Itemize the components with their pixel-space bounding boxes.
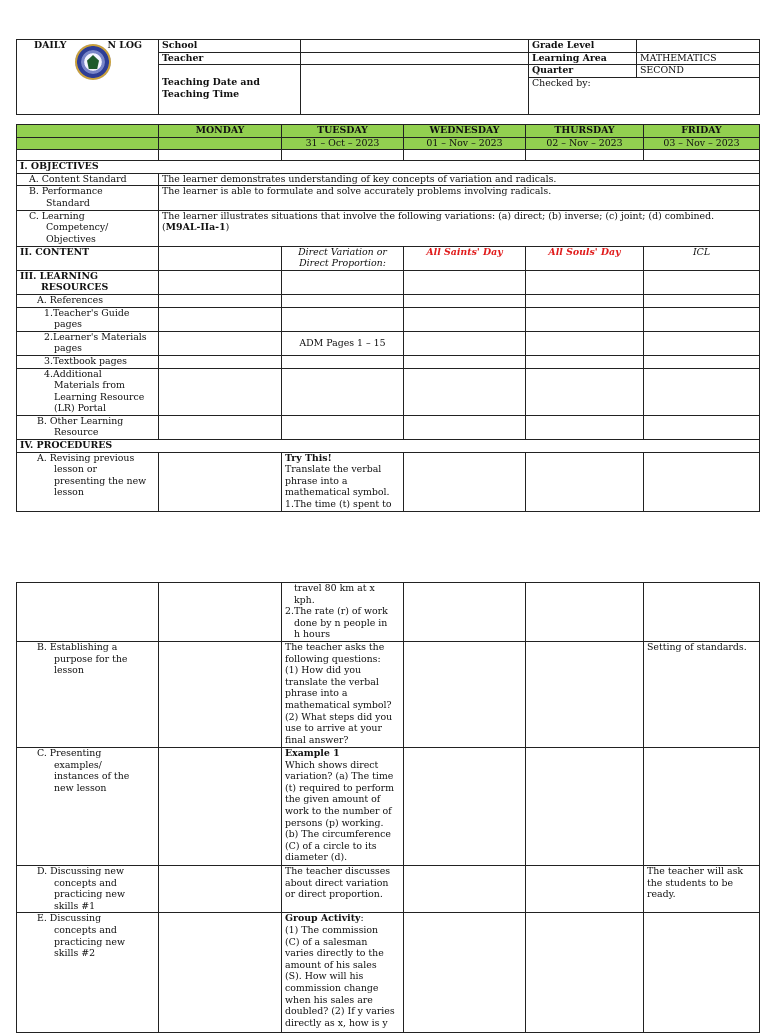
lesson-log-continuation-table bbox=[16, 582, 760, 1033]
content-standard-text: The learner demonstrates understanding of key concepts of variation and radicals. bbox=[159, 173, 760, 186]
content-tuesday-line1: Direct Variation or bbox=[298, 246, 387, 258]
learning-resources-heading bbox=[17, 270, 159, 294]
procedure-c-tuesday bbox=[282, 748, 404, 866]
content-standard-label: A. Content Standard bbox=[17, 173, 159, 186]
procedure-c-label bbox=[17, 748, 159, 866]
code-close-paren: ) bbox=[225, 222, 230, 234]
procedure-b-line: mathematical symbol? bbox=[285, 699, 392, 711]
additional-materials-label-3: Learning Resource bbox=[54, 391, 145, 403]
procedure-a-label-4: lesson bbox=[54, 487, 84, 499]
learning-competency-description: The learner illustrates situations that involve the following variations: (a) direct; (b) inverse; (c) joint; (d) combined. bbox=[162, 210, 715, 222]
lesson-log-table bbox=[16, 124, 760, 512]
date-monday bbox=[159, 137, 282, 150]
procedure-b-label-3: lesson bbox=[54, 665, 84, 677]
procedure-c-line: (t) required to perform bbox=[285, 782, 395, 794]
procedure-d-label-1: D. Discussing new bbox=[37, 866, 125, 877]
teachers-guide-label bbox=[17, 307, 159, 331]
other-learning-resource-label-2: Resource bbox=[54, 427, 99, 439]
procedure-e-line: (S). How will his bbox=[285, 971, 364, 983]
teachers-guide-label-1: 1.Teacher's Guide bbox=[44, 307, 130, 319]
other-learning-resource-label-1: B. Other Learning bbox=[37, 415, 124, 427]
learning-resources-heading-1: III. LEARNING bbox=[20, 270, 99, 282]
procedure-c-label-2: examples/ bbox=[54, 759, 102, 771]
additional-materials-label-4: (LR) Portal bbox=[54, 403, 106, 415]
procedure-d-line: about direct variation bbox=[285, 877, 389, 889]
school-value[interactable] bbox=[301, 40, 529, 53]
try-this-title: Try This! bbox=[285, 452, 332, 464]
procedure-a-tuesday-line: 1.The time (t) spent to bbox=[285, 499, 392, 511]
procedure-d-line: or direct proportion. bbox=[285, 889, 383, 901]
day-thursday: THURSDAY bbox=[526, 125, 644, 138]
procedure-b-label bbox=[17, 642, 159, 748]
procedure-d-friday-line: ready. bbox=[647, 889, 676, 901]
content-heading: II. CONTENT bbox=[17, 246, 159, 270]
grade-level-label: Grade Level bbox=[529, 40, 637, 53]
procedure-b-line: phrase into a bbox=[285, 688, 348, 700]
learning-competency-label-2: Competency/ bbox=[46, 222, 109, 234]
day-wednesday: WEDNESDAY bbox=[404, 125, 526, 138]
procedure-b-line: following questions: bbox=[285, 653, 381, 665]
teacher-value[interactable] bbox=[301, 52, 529, 65]
textbook-pages-label: 3.Textbook pages bbox=[17, 355, 159, 368]
content-tuesday bbox=[282, 246, 404, 270]
procedure-b-label-1: B. Establishing a bbox=[37, 642, 118, 653]
quarter-value: SECOND bbox=[637, 65, 760, 78]
procedure-a-cont-line: done by n people in bbox=[294, 617, 388, 629]
date-thursday: 02 – Nov – 2023 bbox=[526, 137, 644, 150]
procedure-d-friday-line: the students to be bbox=[647, 877, 734, 889]
procedure-e-line: (C) of a salesman bbox=[285, 936, 368, 948]
header-table bbox=[16, 39, 760, 115]
date-friday: 03 – Nov – 2023 bbox=[644, 137, 760, 150]
learning-competency-code: M9AL-IIa-1 bbox=[165, 222, 226, 234]
procedure-a-label-3: presenting the new bbox=[54, 475, 147, 487]
procedure-e-line: when his sales are bbox=[285, 994, 373, 1006]
procedure-c-line: diameter (d). bbox=[285, 852, 348, 864]
learning-competency-code-line bbox=[162, 222, 756, 234]
performance-standard-label-1: B. Performance bbox=[29, 186, 103, 198]
procedure-b-friday: Setting of standards. bbox=[644, 642, 760, 748]
group-activity-title: Group Activity bbox=[285, 913, 361, 925]
learning-resources-heading-2: RESOURCES bbox=[41, 282, 109, 294]
procedure-e-tuesday bbox=[282, 913, 404, 1033]
procedure-a-tuesday-continued bbox=[282, 583, 404, 642]
references-label: A. References bbox=[17, 294, 159, 307]
day-header-blank bbox=[17, 125, 159, 138]
objectives-heading: I. OBJECTIVES bbox=[17, 161, 760, 174]
learners-materials-label-1: 2.Learner's Materials bbox=[44, 331, 147, 343]
learning-area-value: MATHEMATICS bbox=[637, 52, 760, 65]
procedure-c-label-3: instances of the bbox=[54, 771, 130, 783]
teaching-date-label-line2: Teaching Time bbox=[162, 88, 240, 100]
additional-materials-label-2: Materials from bbox=[54, 380, 125, 392]
procedure-b-line: (1) How did you bbox=[285, 665, 362, 677]
procedure-a-cont-line: h hours bbox=[294, 629, 331, 641]
procedure-e-label-2: concepts and bbox=[54, 924, 117, 936]
quarter-label: Quarter bbox=[529, 65, 637, 78]
procedure-e-line: varies directly to the bbox=[285, 948, 384, 960]
procedure-a-tuesday-line: phrase into a bbox=[285, 475, 348, 487]
date-tuesday: 31 – Oct – 2023 bbox=[282, 137, 404, 150]
procedure-a-label-1: A. Revising previous bbox=[37, 452, 135, 464]
procedure-c-line: variation? (a) The time bbox=[285, 771, 394, 783]
content-wednesday-holiday: All Saints' Day bbox=[404, 246, 526, 270]
procedure-c-line: work to the number of bbox=[285, 805, 392, 817]
grade-level-value[interactable] bbox=[637, 40, 760, 53]
procedure-d-label bbox=[17, 866, 159, 913]
procedure-c-line: the given amount of bbox=[285, 794, 381, 806]
procedure-a-cont-line: travel 80 km at x bbox=[294, 583, 375, 594]
teaching-date-label-line1: Teaching Date and bbox=[162, 77, 260, 89]
procedure-b-tuesday bbox=[282, 642, 404, 748]
learners-materials-label bbox=[17, 331, 159, 355]
learning-area-label: Learning Area bbox=[529, 52, 637, 65]
date-header-blank bbox=[17, 137, 159, 150]
performance-standard-label bbox=[17, 186, 159, 210]
procedure-c-label-1: C. Presenting bbox=[37, 748, 102, 759]
procedure-e-label-3: practicing new bbox=[54, 936, 125, 948]
learning-competency-label-1: C. Learning bbox=[29, 210, 85, 222]
procedure-e-label bbox=[17, 913, 159, 1033]
date-wednesday: 01 – Nov – 2023 bbox=[404, 137, 526, 150]
procedure-a-tuesday bbox=[282, 452, 404, 511]
teaching-date-label bbox=[159, 65, 301, 115]
content-thursday-holiday: All Souls' Day bbox=[526, 246, 644, 270]
procedure-d-label-2: concepts and bbox=[54, 877, 117, 889]
header-title-cell bbox=[17, 40, 159, 115]
procedure-c-label-4: new lesson bbox=[54, 782, 107, 794]
procedure-c-line: (b) The circumference bbox=[285, 829, 391, 841]
content-monday bbox=[159, 246, 282, 270]
group-activity-colon: : bbox=[360, 913, 364, 925]
learners-materials-tuesday: ADM Pages 1 – 15 bbox=[282, 331, 404, 355]
code-open-paren: ( bbox=[162, 222, 166, 234]
procedure-d-tuesday bbox=[282, 866, 404, 913]
checked-by-label: Checked by: bbox=[529, 77, 760, 114]
learning-competency-label bbox=[17, 210, 159, 246]
procedure-a-tuesday-line: mathematical symbol. bbox=[285, 487, 390, 499]
procedure-b-line: The teacher asks the bbox=[285, 642, 385, 653]
procedure-a-cont-line: 2.The rate (r) of work bbox=[285, 606, 388, 618]
procedure-d-label-3: practicing new bbox=[54, 889, 125, 901]
other-learning-resource-label bbox=[17, 415, 159, 439]
procedure-e-line: (1) The commission bbox=[285, 924, 379, 936]
header-title-right: N LOG bbox=[107, 40, 143, 51]
procedure-c-line: Which shows direct bbox=[285, 759, 379, 771]
day-friday: FRIDAY bbox=[644, 125, 760, 138]
procedure-e-line: doubled? (2) If y varies bbox=[285, 1006, 395, 1018]
procedure-e-label-4: skills #2 bbox=[54, 948, 96, 960]
procedure-a-label bbox=[17, 452, 159, 511]
procedure-d-friday bbox=[644, 866, 760, 913]
content-tuesday-line2: Direct Proportion: bbox=[299, 258, 386, 270]
procedure-e-line: amount of his sales bbox=[285, 959, 377, 971]
procedure-b-label-2: purpose for the bbox=[54, 653, 128, 665]
day-monday: MONDAY bbox=[159, 125, 282, 138]
school-label: School bbox=[159, 40, 301, 53]
procedure-d-friday-line: The teacher will ask bbox=[647, 866, 744, 877]
procedure-a-label-2: lesson or bbox=[54, 464, 97, 476]
procedure-b-line: translate the verbal bbox=[285, 676, 379, 688]
learning-competency-label-3: Objectives bbox=[46, 233, 96, 245]
procedure-e-line: commission change bbox=[285, 982, 379, 994]
procedure-e-line: directly as x, how is y bbox=[285, 1017, 388, 1029]
day-tuesday: TUESDAY bbox=[282, 125, 404, 138]
additional-materials-label-1: 4.Additional bbox=[44, 368, 102, 380]
content-friday: ICL bbox=[644, 246, 760, 270]
additional-materials-label bbox=[17, 368, 159, 415]
teacher-label: Teacher bbox=[159, 52, 301, 65]
example-1-title: Example 1 bbox=[285, 748, 340, 759]
procedure-d-line: The teacher discusses bbox=[285, 866, 391, 877]
procedure-c-line: (C) of a circle to its bbox=[285, 840, 377, 852]
procedure-a-tuesday-line: Translate the verbal bbox=[285, 464, 382, 476]
procedure-e-label-1: E. Discussing bbox=[37, 913, 102, 925]
procedure-d-label-4: skills #1 bbox=[54, 900, 96, 912]
procedure-b-line: final answer? bbox=[285, 734, 349, 746]
procedures-heading: IV. PROCEDURES bbox=[17, 440, 760, 453]
learning-competency-text bbox=[159, 210, 760, 246]
procedure-a-cont-line: kph. bbox=[294, 594, 315, 606]
learners-materials-label-2: pages bbox=[54, 343, 82, 355]
teaching-date-value[interactable] bbox=[301, 65, 529, 115]
performance-standard-text: The learner is able to formulate and solve accurately problems involving radicals. bbox=[159, 186, 760, 210]
header-title-left: DAILY bbox=[34, 40, 67, 51]
procedure-b-line: (2) What steps did you bbox=[285, 711, 393, 723]
procedure-c-line: persons (p) working. bbox=[285, 817, 384, 829]
teachers-guide-label-2: pages bbox=[54, 319, 82, 331]
group-activity-title-line bbox=[285, 913, 400, 925]
procedure-b-line: use to arrive at your bbox=[285, 723, 382, 735]
performance-standard-label-2: Standard bbox=[46, 197, 90, 209]
